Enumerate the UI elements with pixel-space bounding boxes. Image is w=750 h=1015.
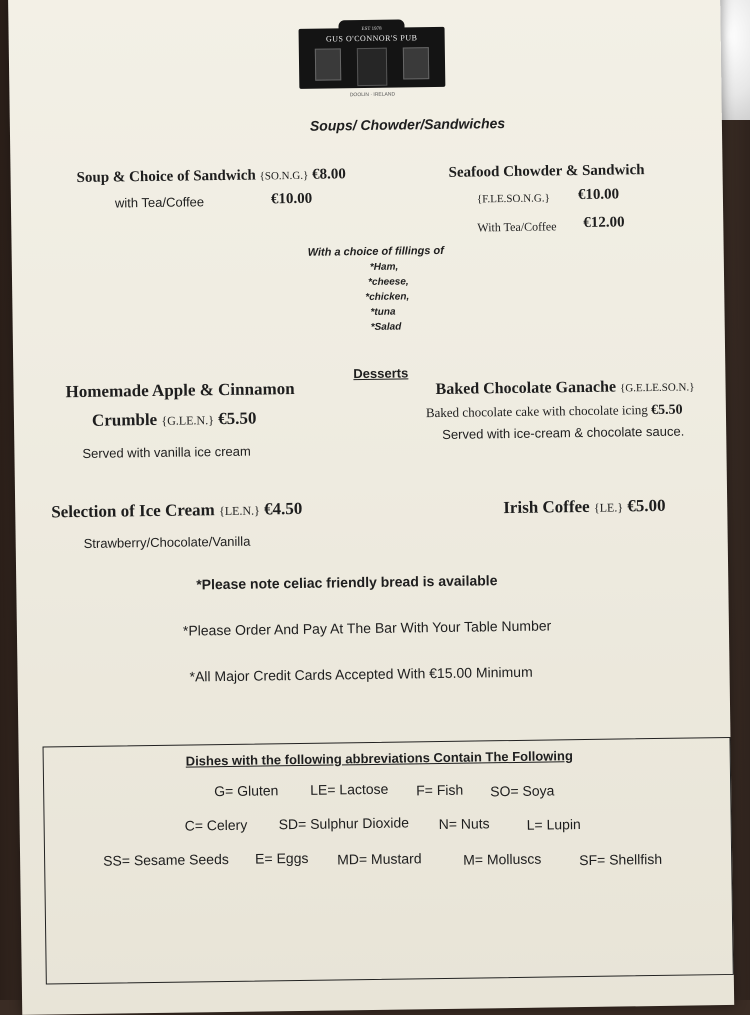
filling-ham: *Ham, — [369, 261, 399, 273]
crumble-price: €5.50 — [218, 408, 257, 429]
chowder-tea-label: With Tea/Coffee — [477, 219, 557, 235]
chowder-name: Seafood Chowder & Sandwich — [448, 162, 645, 181]
chowder-abbr: {F.LE.SO.N.G.} — [476, 192, 550, 206]
ganache-description: Baked chocolate cake with chocolate icing — [425, 402, 648, 421]
ice-cream-name: Selection of Ice Cream — [51, 500, 215, 522]
menu-sheet — [8, 0, 734, 1015]
crumble-name-line1: Homemade Apple & Cinnamon — [65, 379, 295, 402]
crumble-item — [92, 409, 257, 431]
logo-window-right — [403, 47, 429, 79]
soup-sandwich-name: Soup & Choice of Sandwich — [76, 167, 256, 187]
irish-coffee-name: Irish Coffee — [503, 496, 590, 518]
legend-mustard: MD= Mustard — [337, 850, 422, 868]
irish-coffee-abbr: {LE.} — [593, 500, 624, 515]
logo-window-left — [315, 48, 341, 80]
ice-cream-price: €4.50 — [263, 498, 303, 519]
logo-location: DOOLIN · IRELAND — [349, 91, 396, 99]
crumble-description: Served with vanilla ice cream — [82, 443, 251, 461]
irish-coffee-item — [503, 496, 666, 518]
ice-cream-item — [51, 499, 302, 523]
ganache-name: Baked Chocolate Ganache — [435, 378, 617, 399]
ganache-desc-line2: Served with ice-cream & chocolate sauce. — [442, 423, 685, 442]
logo-name: GUS O'CONNOR'S PUB — [325, 33, 418, 44]
section-title-desserts: Desserts — [353, 365, 409, 382]
soup-sandwich-price: €8.00 — [311, 166, 346, 183]
allergen-legend-box — [43, 737, 734, 985]
notice-order-at-bar: *Please Order And Pay At The Bar With Your Table Number — [182, 617, 552, 639]
legend-fish: F= Fish — [416, 781, 464, 799]
ganache-abbr: {G.E.LE.SO.N.} — [619, 381, 695, 395]
logo-door — [357, 48, 388, 86]
irish-coffee-price: €5.00 — [627, 495, 666, 516]
ice-cream-abbr: {LE.N.} — [218, 503, 260, 519]
filling-salad: *Salad — [370, 321, 402, 333]
filling-tuna: *tuna — [370, 306, 396, 318]
chowder-tea-price: €12.00 — [583, 214, 625, 231]
legend-sulphur-dioxide: SD= Sulphur Dioxide — [278, 814, 410, 833]
pub-logo — [299, 27, 446, 89]
soup-sandwich-tea-label: with Tea/Coffee — [114, 194, 205, 211]
chowder-price: €10.00 — [577, 186, 620, 204]
logo-est: EST 1978 — [361, 26, 382, 33]
legend-nuts: N= Nuts — [438, 815, 490, 833]
legend-title: Dishes with the following abbreviations Contain The Following — [185, 748, 573, 769]
soup-sandwich-tea-price: €10.00 — [270, 190, 313, 208]
soup-sandwich-abbr: {SO.N.G.} — [259, 169, 309, 183]
legend-lupin: L= Lupin — [526, 816, 581, 833]
fillings-heading: With a choice of fillings of — [307, 244, 444, 259]
legend-celery: C= Celery — [184, 816, 248, 834]
section-title-soups: Soups/ Chowder/Sandwiches — [309, 115, 506, 134]
legend-soya: SO= Soya — [490, 782, 555, 800]
legend-lactose: LE= Lactose — [310, 780, 389, 798]
filling-cheese: *cheese, — [368, 276, 409, 288]
ganache-desc-line1 — [426, 402, 683, 423]
legend-sesame-seeds: SS= Sesame Seeds — [103, 850, 229, 869]
crumble-name-line2: Crumble — [91, 409, 158, 430]
legend-eggs: E= Eggs — [255, 849, 309, 867]
legend-molluscs: M= Molluscs — [463, 850, 542, 868]
legend-shellfish: SF= Shellfish — [579, 850, 663, 869]
ganache-price: €5.50 — [651, 402, 683, 419]
legend-gluten: G= Gluten — [214, 782, 279, 800]
filling-chicken: *chicken, — [365, 291, 410, 304]
soup-sandwich-item — [76, 166, 345, 187]
crumble-abbr: {G.LE.N.} — [161, 413, 215, 428]
ice-cream-description: Strawberry/Chocolate/Vanilla — [83, 533, 251, 551]
notice-credit-cards: *All Major Credit Cards Accepted With €15.00 Minimum — [189, 663, 533, 685]
notice-celiac: *Please note celiac friendly bread is available — [196, 572, 498, 593]
ganache-item — [435, 377, 694, 399]
